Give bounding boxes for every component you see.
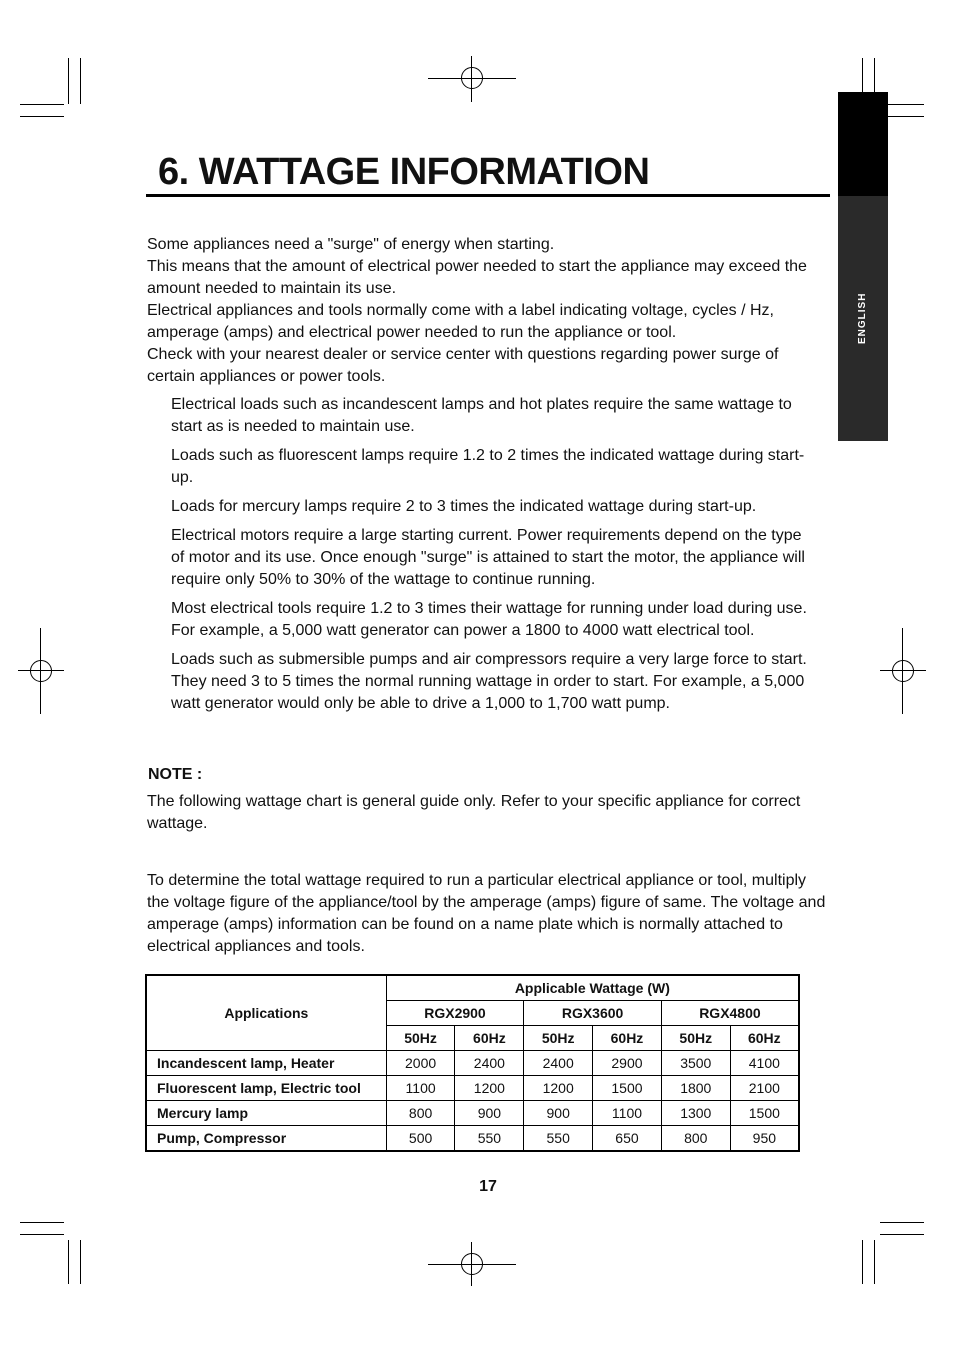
value-cell: 2100 (730, 1076, 799, 1101)
value-cell: 650 (593, 1126, 662, 1152)
value-cell: 900 (455, 1101, 524, 1126)
value-cell: 800 (386, 1101, 455, 1126)
app-cell: Pump, Compressor (146, 1126, 386, 1152)
value-cell: 1100 (593, 1101, 662, 1126)
load-list (171, 394, 811, 722)
list-item: Electrical loads such as incandescent lamps and hot plates require the same wattage to start as is needed to maintain use. (171, 396, 792, 435)
freq-header: 50Hz (661, 1026, 730, 1051)
app-cell: Fluorescent lamp, Electric tool (146, 1076, 386, 1101)
model-header: RGX2900 (386, 1001, 524, 1026)
value-cell: 900 (524, 1101, 593, 1126)
intro-text (147, 234, 819, 388)
freq-header: 50Hz (524, 1026, 593, 1051)
value-cell: 2000 (386, 1051, 455, 1076)
freq-header: 60Hz (730, 1026, 799, 1051)
value-cell: 800 (661, 1126, 730, 1152)
list-item: Loads such as fluorescent lamps require 1.2 to 2 times the indicated wattage during start-up. (171, 447, 805, 486)
applications-header: Applications (146, 975, 386, 1051)
value-cell: 3500 (661, 1051, 730, 1076)
wattage-table (145, 974, 800, 1152)
table-row (146, 1126, 799, 1152)
intro-line: Check with your nearest dealer or service center with questions regarding power surge of certain appliances or power tools. (147, 346, 779, 385)
note-text: The following wattage chart is general guide only. Refer to your specific appliance for correct wattage. (147, 793, 801, 832)
intro-line: Electrical appliances and tools normally come with a label indicating voltage, cycles / Hz, amperage (amps) and electrical power needed to run the appliance or tool. (147, 302, 774, 341)
value-cell: 2400 (524, 1051, 593, 1076)
value-cell: 1100 (386, 1076, 455, 1101)
value-cell: 2900 (593, 1051, 662, 1076)
value-cell: 1200 (524, 1076, 593, 1101)
value-cell: 2400 (455, 1051, 524, 1076)
page-number: 17 (479, 1178, 497, 1195)
intro-line: This means that the amount of electrical power needed to start the appliance may exceed the amount needed to maintain its use. (147, 258, 807, 297)
value-cell: 550 (455, 1126, 524, 1152)
app-cell: Mercury lamp (146, 1101, 386, 1126)
value-cell: 1800 (661, 1076, 730, 1101)
note-heading: NOTE : (148, 766, 203, 783)
value-cell: 1500 (730, 1101, 799, 1126)
list-item: Loads such as submersible pumps and air compressors require a very large force to start. They need 3 to 5 times the normal running wattage in order to start. For example, a 5,000 watt generator would only be able to drive a 1,000 to 1,700 watt pump. (171, 651, 807, 712)
model-header: RGX4800 (661, 1001, 799, 1026)
value-cell: 1200 (455, 1076, 524, 1101)
calculation-text: To determine the total wattage required to run a particular electrical appliance or tool, multiply the voltage figure of the appliance/tool by the amperage (amps) figure of same. The voltage and amperage (amps) information can be found on a name plate which is normally attached to electrical appliances and tools. (147, 872, 826, 955)
value-cell: 1300 (661, 1101, 730, 1126)
value-cell: 500 (386, 1126, 455, 1152)
intro-line: Some appliances need a "surge" of energy when starting. (147, 236, 555, 253)
side-tab-label: ENGLISH (857, 292, 868, 344)
table-row (146, 1076, 799, 1101)
list-item: Loads for mercury lamps require 2 to 3 times the indicated wattage during start-up. (171, 498, 757, 515)
side-tab-top (838, 92, 888, 196)
value-cell: 950 (730, 1126, 799, 1152)
title-rule (146, 194, 830, 197)
table-row (146, 1101, 799, 1126)
table-row (146, 1051, 799, 1076)
value-cell: 1500 (593, 1076, 662, 1101)
model-header: RGX3600 (524, 1001, 662, 1026)
page-title: 6. WATTAGE INFORMATION (158, 151, 650, 193)
freq-header: 50Hz (386, 1026, 455, 1051)
freq-header: 60Hz (593, 1026, 662, 1051)
list-item: Most electrical tools require 1.2 to 3 times their wattage for running under load during use. For example, a 5,000 watt generator can power a 1800 to 4000 watt electrical tool. (171, 600, 807, 639)
list-item: Electrical motors require a large starting current. Power requirements depend on the type of motor and its use. Once enough "surge" is attained to start the motor, the appliance will require only 50% to 30% of the wattage to continue running. (171, 527, 805, 588)
freq-header: 60Hz (455, 1026, 524, 1051)
value-cell: 4100 (730, 1051, 799, 1076)
value-cell: 550 (524, 1126, 593, 1152)
wattage-header: Applicable Wattage (W) (386, 975, 799, 1001)
app-cell: Incandescent lamp, Heater (146, 1051, 386, 1076)
